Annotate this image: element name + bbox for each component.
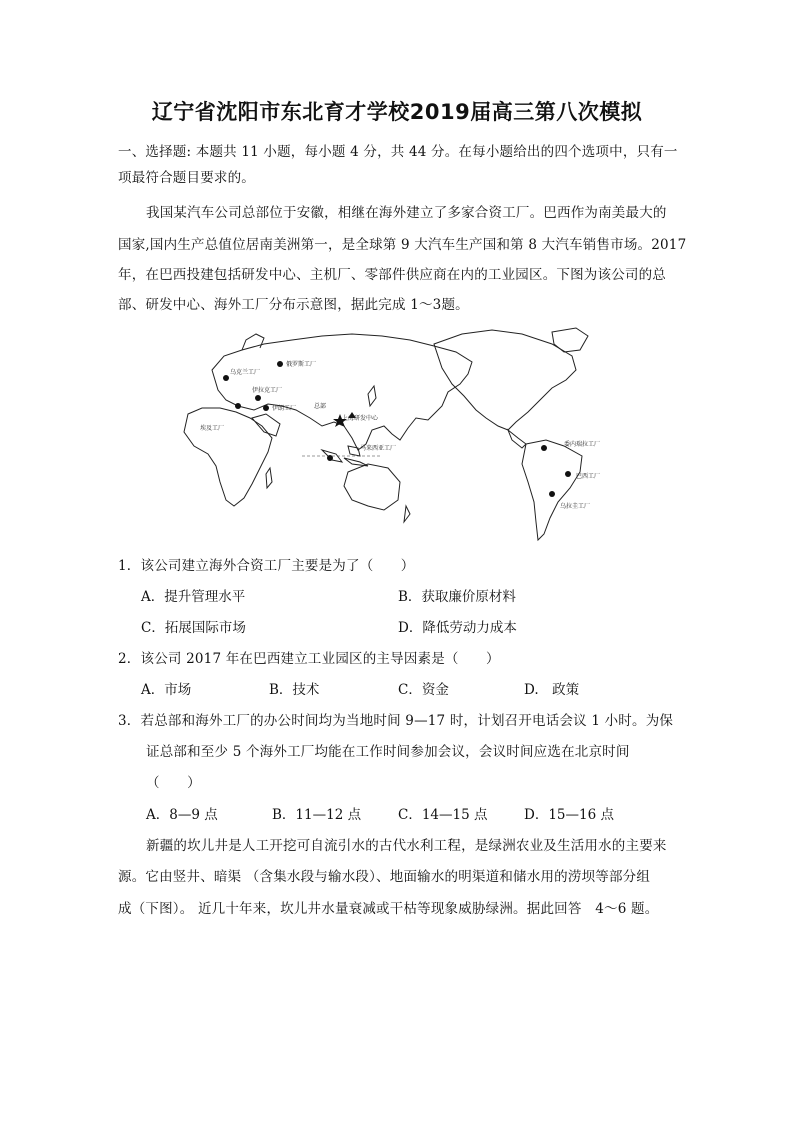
q1-option-d[interactable]: D．降低劳动力成本 [398, 620, 517, 636]
russia-factory-label: 俄罗斯工厂 [286, 361, 317, 368]
q2-stem: 2．该公司 2017 年在巴西建立工业园区的主导因素是（ ） [118, 651, 500, 667]
madagascar-outline [266, 468, 272, 488]
egypt-factory-label: 埃及工厂 [200, 425, 225, 432]
world-map-figure [172, 322, 634, 544]
q3-stem-line1: 3．若总部和海外工厂的办公时间均为当地时间 9—17 时，计划召开电话会议 1 小时。为保 [118, 713, 674, 729]
venezuela-factory-label: 委内瑞拉工厂 [564, 441, 601, 448]
passage1-line2: 国家,国内生产总值位居南美洲第一，是全球第 9 大汽车生产国和第 8 大汽车销售市场。2017 [118, 237, 687, 253]
africa-outline [184, 408, 272, 506]
greenland-outline [552, 328, 588, 352]
section-instruction-line2: 项最符合题目要求的。 [118, 170, 255, 186]
q2-option-b[interactable]: B．技术 [269, 682, 320, 698]
south-america-outline [522, 440, 582, 540]
japan-outline [368, 386, 376, 406]
arabia-outline [252, 414, 280, 436]
malaysia-factory-dot [327, 455, 333, 461]
passage2-line1: 新疆的坎儿井是人工开挖可自流引水的古代水利工程，是绿洲农业及生活用水的主要来 [146, 838, 667, 854]
section-instruction-line1: 一、选择题: 本题共 11 小题，每小题 4 分，共 44 分。在每小题给出的四个选项中，只有一 [118, 144, 678, 160]
iraq-factory-label: 伊拉克工厂 [252, 387, 283, 394]
q1-option-b[interactable]: B．获取廉价原材料 [398, 589, 516, 605]
q1-option-c[interactable]: C．拓展国际市场 [141, 620, 246, 636]
ukraine-factory-dot [223, 375, 229, 381]
q2-option-d[interactable]: D. 政策 [524, 682, 580, 698]
q1-option-a[interactable]: A．提升管理水平 [141, 589, 246, 605]
q3-option-c[interactable]: C．14—15 点 [398, 807, 488, 823]
uruguay-factory-label: 乌拉圭工厂 [560, 503, 591, 510]
scandinavia-outline [242, 334, 264, 350]
page-title: 辽宁省沈阳市东北育才学校2019届高三第八次模拟 [151, 100, 643, 124]
eurasia-outline [212, 334, 472, 450]
russia-factory-dot [277, 361, 283, 367]
venezuela-factory-dot [541, 445, 547, 451]
passage1-line4: 部、研发中心、海外工厂分布示意图，据此完成 1～3题。 [118, 297, 469, 313]
q2-option-c[interactable]: C．资金 [398, 682, 449, 698]
iran-factory-dot [263, 405, 269, 411]
egypt-factory-dot [235, 403, 241, 409]
passage1-line3: 年，在巴西投建包括研发中心、主机厂、零部件供应商在内的工业园区。下图为该公司的总 [118, 267, 666, 283]
newzealand-outline [404, 506, 410, 522]
malaysia-factory-label: 马来西亚工厂 [360, 445, 397, 452]
ukraine-factory-label: 乌克兰工厂 [230, 369, 261, 376]
passage2-line3: 成（下图）。 近几十年来，坎儿井水量衰减或干枯等现象威胁绿洲。据此回答 4～6 题。 [118, 901, 659, 917]
brazil-factory-dot [565, 471, 571, 477]
australia-outline [344, 464, 400, 510]
q3-option-b[interactable]: B．11—12 点 [272, 807, 362, 823]
q3-option-a[interactable]: A．8—9 点 [146, 807, 218, 823]
central-america-outline [508, 430, 526, 448]
q1-stem: 1．该公司建立海外合资工厂主要是为了（ ） [118, 558, 415, 574]
q3-option-d[interactable]: D．15—16 点 [524, 807, 614, 823]
q2-option-a[interactable]: A．市场 [141, 682, 192, 698]
iraq-factory-dot [255, 395, 261, 401]
brazil-factory-label: 巴西工厂 [576, 473, 601, 480]
iran-factory-label: 伊朗工厂 [272, 405, 297, 412]
passage1-line1: 我国某汽车公司总部位于安徽，相继在海外建立了多家合资工厂。巴西作为南美最大的 [146, 205, 667, 221]
passage2-line2: 源。它由竖井、暗渠 （含集水段与输水段）、地面输水的明渠道和储水用的涝坝等部分组 [118, 869, 651, 885]
uruguay-factory-dot [549, 491, 555, 497]
hq-label: 总部 [314, 403, 327, 410]
world-map-svg [172, 322, 634, 544]
q3-stem-line2: 证总部和至少 5 个海外工厂均能在工作时间参加会议，会议时间应选在北京时间 [146, 744, 630, 760]
q3-stem-line3: （ ） [146, 775, 201, 791]
shanghai-rd-label: 上海研发中心 [342, 415, 379, 422]
